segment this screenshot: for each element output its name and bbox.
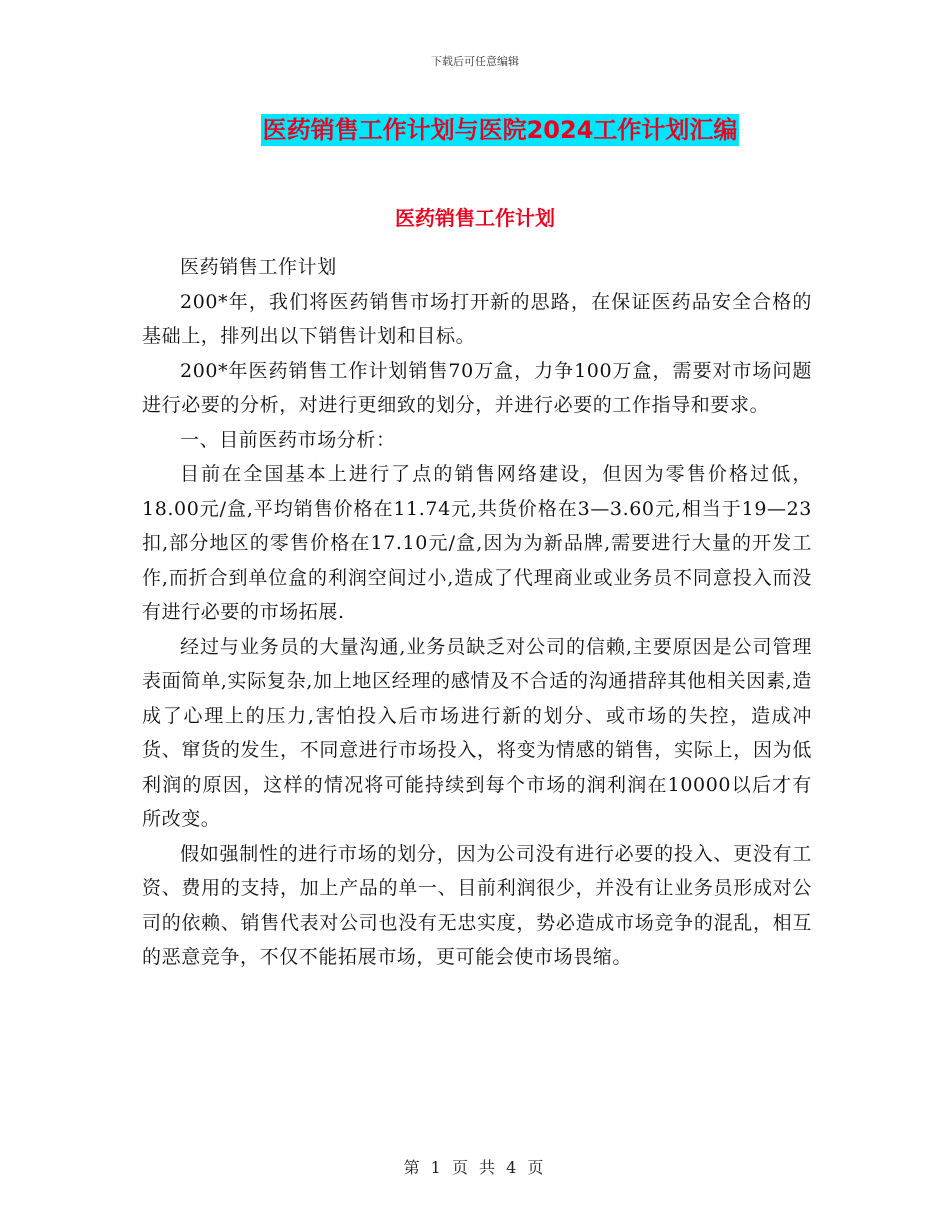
paragraph-subheading: 一、目前医药市场分析： bbox=[180, 428, 396, 451]
paragraph: 200*年，我们将医药销售市场打开新的思路，在保证医药品安全合格的基础上，排列出以下销售计划和目标。 bbox=[142, 290, 812, 347]
paragraph: 经过与业务员的大量沟通,业务员缺乏对公司的信赖,主要原因是公司管理表面简单,实际复杂,加上地区经理的感情及不合适的沟通措辞其他相关因素,造成了心理上的压力,害怕投入后市场进行新的划分、或市场的失控，造成冲货、窜货的发生，不同意进行市场投入，将变为情感的销售，实际上，因为低利润的原因，这样的情况将可能持续到每个市场的润利润在10000以后才有所改变。 bbox=[142, 635, 812, 830]
header-note: 下载后可任意编辑 bbox=[431, 55, 519, 68]
paragraph: 假如强制性的进行市场的划分，因为公司没有进行必要的投入、更没有工资、费用的支持，加上产品的单一、目前利润很少，并没有让业务员形成对公司的依赖、销售代表对公司也没有无忠实度，势必造成市场竞争的混乱，相互的恶意竞争，不仅不能拓展市场，更可能会使市场畏缩。 bbox=[142, 842, 812, 968]
page-number: 第 1 页 共 4 页 bbox=[403, 1158, 547, 1177]
paragraph-heading: 医药销售工作计划 bbox=[180, 256, 337, 278]
paragraph: 目前在全国基本上进行了点的销售网络建设，但因为零售价格过低，18.00元/盒,平均销售价格在11.74元,共货价格在3—3.60元,相当于19—23扣,部分地区的零售价格在17.10元/盒,因为为新品牌,需要进行大量的开发工作,而折合到单位盒的利润空间过小,造成了代理商业或业务员不同意投入而没有进行必要的市场拓展. bbox=[142, 463, 812, 623]
paragraph: 200*年医药销售工作计划销售70万盒，力争100万盒，需要对市场问题进行必要的分析，对进行更细致的划分，并进行必要的工作指导和要求。 bbox=[142, 359, 812, 416]
document-body bbox=[142, 250, 812, 975]
document-title: 医药销售工作计划与医院2024工作计划汇编 bbox=[262, 116, 738, 144]
main-title-wrap bbox=[0, 114, 950, 146]
section-title: 医药销售工作计划 bbox=[395, 206, 555, 230]
